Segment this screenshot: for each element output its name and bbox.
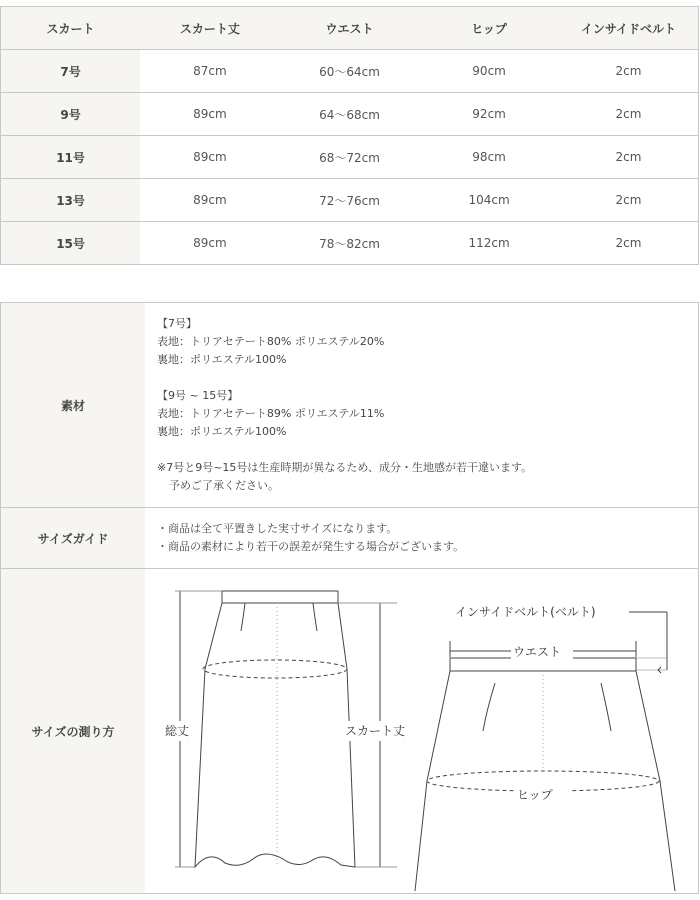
size-label: 13号 — [1, 179, 141, 222]
total-length-label: 総丈 — [165, 724, 190, 738]
skirt-measurement-svg — [145, 569, 699, 893]
skirt-length-value: 89cm — [140, 179, 280, 222]
size-chart-table — [0, 6, 699, 265]
header-skirt: スカート — [1, 7, 141, 50]
waist-value: 78〜82cm — [280, 222, 420, 265]
left-skirt-body — [195, 603, 355, 867]
belt-value: 2cm — [559, 222, 699, 265]
waist-value: 68〜72cm — [280, 136, 420, 179]
material-block1-line1: 表地：トリアセテート80% ポリエステル20% — [157, 335, 385, 348]
belt-value: 2cm — [559, 136, 699, 179]
material-label: 素材 — [1, 303, 146, 508]
left-dart-2 — [313, 603, 317, 631]
measure-label: サイズの測り方 — [1, 569, 146, 894]
size-chart-header-row — [1, 7, 699, 50]
spacer — [157, 441, 698, 459]
table-row — [1, 136, 699, 179]
product-info-table — [0, 302, 699, 894]
skirt-length-value: 89cm — [140, 93, 280, 136]
table-row — [1, 222, 699, 265]
skirt-length-value: 87cm — [140, 50, 280, 93]
skirt-length-label: スカート丈 — [345, 724, 406, 738]
hip-value: 92cm — [419, 93, 559, 136]
material-block2-line2: 裏地：ポリエステル100% — [157, 425, 287, 438]
table-row — [1, 50, 699, 93]
right-dart-1 — [483, 683, 495, 731]
right-skirt-body — [415, 671, 675, 891]
size-label: 9号 — [1, 93, 141, 136]
belt-value: 2cm — [559, 93, 699, 136]
waist-value: 60〜64cm — [280, 50, 420, 93]
left-hip-ellipse — [203, 660, 347, 678]
measure-row — [1, 569, 699, 894]
material-block1-title: 【7号】 — [157, 317, 197, 330]
material-block1-line2: 裏地：ポリエステル100% — [157, 353, 287, 366]
material-content — [145, 303, 699, 508]
skirt-length-value: 89cm — [140, 136, 280, 179]
hip-value: 90cm — [419, 50, 559, 93]
waist-label: ウエスト — [513, 645, 562, 659]
hip-value: 98cm — [419, 136, 559, 179]
inside-belt-label: インサイドベルト(ベルト) — [455, 605, 596, 619]
material-note-line1: ※7号と9号~15号は生産時期が異なるため、成分・生地感が若干違います。 — [157, 461, 533, 474]
header-hip: ヒップ — [419, 7, 559, 50]
right-dart-2 — [601, 683, 611, 731]
size-guide-row — [1, 508, 699, 569]
size-guide-line1: ・商品は全て平置きした実寸サイズになります。 — [157, 522, 398, 535]
waist-value: 64〜68cm — [280, 93, 420, 136]
left-waistband — [222, 591, 338, 603]
belt-value: 2cm — [559, 179, 699, 222]
measurement-diagram — [145, 569, 699, 894]
header-inside-belt: インサイドベルト — [559, 7, 699, 50]
size-label: 7号 — [1, 50, 141, 93]
belt-value: 2cm — [559, 50, 699, 93]
header-waist: ウエスト — [280, 7, 420, 50]
hip-value: 112cm — [419, 222, 559, 265]
header-skirt-length: スカート丈 — [140, 7, 280, 50]
material-row — [1, 303, 699, 508]
material-block2-line1: 表地：トリアセテート89% ポリエステル11% — [157, 407, 385, 420]
size-label: 11号 — [1, 136, 141, 179]
material-note-line2: 予めご了承ください。 — [169, 479, 279, 492]
hip-label: ヒップ — [517, 788, 553, 802]
size-guide-label: サイズガイド — [1, 508, 146, 569]
table-row — [1, 93, 699, 136]
left-dart-1 — [241, 603, 245, 631]
spacer — [157, 369, 698, 387]
waist-value: 72〜76cm — [280, 179, 420, 222]
table-row — [1, 179, 699, 222]
hip-value: 104cm — [419, 179, 559, 222]
size-label: 15号 — [1, 222, 141, 265]
skirt-length-value: 89cm — [140, 222, 280, 265]
material-block2-title: 【9号 ~ 15号】 — [157, 389, 239, 402]
size-guide-line2: ・商品の素材により若干の誤差が発生する場合がございます。 — [157, 540, 465, 553]
size-guide-content — [145, 508, 699, 569]
